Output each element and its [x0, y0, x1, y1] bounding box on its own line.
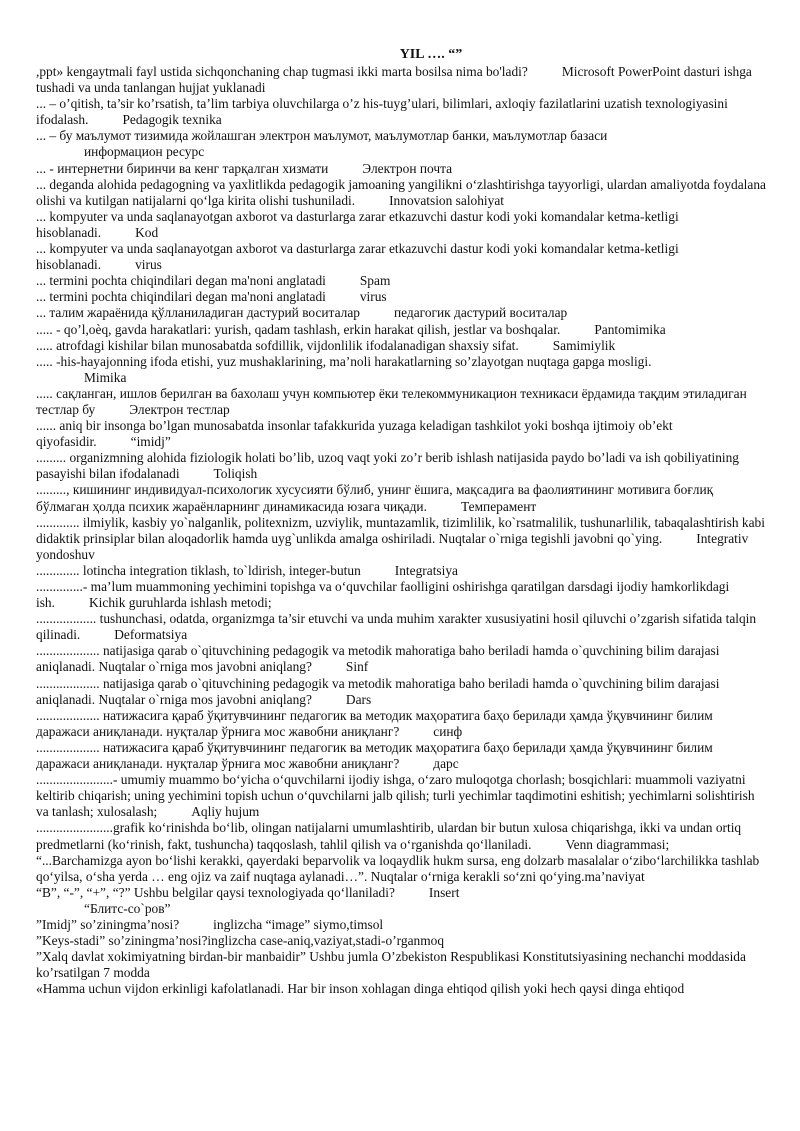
- answer-text: Toliqish: [213, 466, 258, 482]
- question-text: ... kompyuter va unda saqlanayotgan axborot va dasturlarga zarar etkazuvchi dastur kodi yoki komandalar ketma-ketligi hisoblanadi.: [36, 241, 679, 273]
- answer-text: Integrativ yondoshuv: [36, 530, 749, 562]
- question-item: [36, 64, 766, 96]
- answer-text: Pantomimika: [594, 321, 666, 337]
- answer-text: Insert: [428, 884, 460, 900]
- question-item: [36, 740, 766, 772]
- answer-text: Integratsiya: [394, 562, 458, 578]
- question-item: [36, 611, 766, 643]
- question-text: “...Barchamizga ayon bo‘lishi kerakki, qayerdaki beparvolik va loqaydlik hukm sursa, eng dolzarb masalalar o‘zibo‘larchilikka tashlab qo‘yilsa, o‘sha yerda … eng ojiz va zaif nuqtaga aylanadi…”. Nuqtalar oʻrniga kerakli soʻzni qoʻying.ma’naviyat: [36, 852, 760, 884]
- question-text: ... termini pochta chiqindilari degan ma'noni anglatadi: [36, 273, 326, 289]
- question-text: ... kompyuter va unda saqlanayotgan axborot va dasturlarga zarar etkazuvchi dastur kodi yoki komandalar ketma-ketligi hisoblanadi.: [36, 208, 679, 240]
- answer-text: Pedagogik texnika: [122, 112, 222, 128]
- question-text: ........., кишининг индивидуал-психологик хусусияти бўлиб, унинг ёшига, мақсадига ва фаолиятининг мотивига боғлиқ бўлмаган ҳолда психик жараёнларнинг динамикасида юзага чиқади.: [36, 482, 714, 514]
- question-item: [36, 853, 766, 885]
- document-page: [36, 46, 766, 997]
- question-text: ,ppt» kengaytmali fayl ustida sichqonchaning chap tugmasi ikki marta bosilsa nima bo'ladi?: [36, 64, 528, 79]
- question-item: [36, 901, 766, 917]
- answer-text: Microsoft PowerPoint dasturi ishga tushadi va unda tanlangan hujjat yuklanadi: [36, 64, 752, 96]
- question-item: [36, 981, 766, 997]
- question-list: [36, 64, 766, 997]
- question-text: ”Keys-stadi” so’ziningma’nosi?inglizcha case-aniq,vaziyat,stadi-o’rganmoq: [36, 933, 445, 949]
- answer-text: Dars: [345, 691, 372, 707]
- question-text: ... талим жараёнида қўлланиладиган дастурий воситалар: [36, 305, 360, 321]
- question-item: [36, 450, 766, 482]
- question-item: [36, 917, 766, 933]
- question-text: ................... natijasiga qarab o`qituvchining pedagogik va metodik mahoratiga baho beriladi hamda o`quvchining bilim darajasi aniqlanadi. Nuqtalar o`rniga mos javobni aniqlang?: [36, 643, 720, 675]
- question-item: [36, 515, 766, 563]
- answer-text: virus: [359, 289, 387, 305]
- question-text: ................... натижасига қараб ўқитувчининг педагогик ва методик маҳоратига баҳо берилади ҳамда ўқувчининг билим даражаси аниқланади. нуқталар ўрнига мос жавобни аниқланг?: [36, 707, 713, 739]
- question-text: ”Imidj” so’ziningma’nosi?: [36, 916, 180, 932]
- question-item: [36, 820, 766, 852]
- answer-text: Venn diagrammasi;: [565, 836, 670, 852]
- page-title: YIL …. “”: [399, 47, 463, 62]
- answer-text: Aqliy hujum: [191, 804, 260, 820]
- answer-text: Spam: [359, 273, 391, 289]
- question-item: [36, 241, 766, 273]
- answer-text: информацион ресурс: [84, 144, 205, 160]
- answer-text: Kod: [135, 224, 159, 240]
- answer-text: inglizcha “image” siymo,timsol: [213, 916, 384, 932]
- answer-text: virus: [135, 257, 162, 273]
- answer-text: Sinf: [345, 659, 369, 675]
- answer-text: Deformatsiya: [114, 627, 188, 643]
- question-text: ... - интернетни биринчи ва кенг тарқалган хизмати: [36, 160, 329, 176]
- question-text: ... – бу маълумот тизимида жойлашган электрон маълумот, маълумотлар банки, маълумотлар базаси: [36, 128, 608, 144]
- question-item: [36, 209, 766, 241]
- question-item: [36, 676, 766, 708]
- question-item: [36, 772, 766, 820]
- question-item: [36, 96, 766, 128]
- question-text: ...... aniq bir insonga bo’lgan munosabatda insonlar tafakkurida yuzaga keladigan tashkilot yoki boshqa ijtimoiy ob’ekt qiyofasidir.: [36, 418, 673, 450]
- question-item: [36, 338, 766, 354]
- question-item: [36, 933, 766, 949]
- question-item: [36, 273, 766, 289]
- question-item: [36, 305, 766, 321]
- question-text: .......................grafik ko‘rinishda bo‘lib, olingan natijalarni umumlashtirib, ulardan bir butun xulosa chiqarishga, ikki va undan ortiq predmetlarni (ko‘rinish, fakt, tushuncha) taqqoslash, tahlil qilish va o‘rganishda qo‘llaniladi.: [36, 820, 742, 852]
- question-item: [36, 354, 766, 386]
- question-text: ... termini pochta chiqindilari degan ma'noni anglatadi: [36, 289, 326, 305]
- answer-text: Kichik guruhlarda ishlash metodi;: [88, 595, 272, 611]
- question-text: “В”, “-”, “+”, “?” Ushbu belgilar qaysi texnologiyada qo‘llaniladi?: [36, 884, 395, 900]
- answer-text: “imidj”: [130, 434, 171, 450]
- question-text: ..... - qo’l,oѐq, gavda harakatlari: yurish, qadam tashlash, erkin harakat qilish, jestlar va boshqalar.: [36, 321, 561, 337]
- answer-text: Mimika: [84, 369, 127, 385]
- question-item: [36, 386, 766, 418]
- question-text: ... deganda alohida pedagogning va yaxlitlikda pedagogik jamoaning yangilikni o‘zlashtirishga tayyorligi, ulardan amaliyotda foydalana olishi va kutilgan natijalarni qo‘lga kirita olishi tushuniladi.: [36, 176, 766, 208]
- question-item: [36, 161, 766, 177]
- question-text: ... – o’qitish, ta’sir ko’rsatish, ta’lim tarbiya oluvchilarga o’z his-tuyg’ulari, bilimlari, axloqiy fazilatlarini uzatish texnologiyasini ifodalash.: [36, 96, 728, 128]
- answer-text: Электрон тестлар: [129, 401, 230, 417]
- question-text: ............. lotincha integration tiklash, to`ldirish, integer-butun: [36, 562, 361, 578]
- question-item: [36, 563, 766, 579]
- answer-text: Электрон почта: [362, 160, 453, 176]
- question-text: ..... сақланган, ишлов берилган ва бахолаш учун компьютер ёки телекоммуникацион техникаси ёрдамида тақдим этиладиган тестлар бу: [36, 385, 747, 417]
- question-item: [36, 643, 766, 675]
- question-item: [36, 322, 766, 338]
- question-text: .......................- umumiy muammo bo‘yicha o‘quvchilarni ijodiy ishga, o‘zaro muloqotga chorlash; bosqichlari: muammoli vaziyatni keltirib chiqarish; uning yechimini topish uchun o‘quvchilarni jalb qilish; turli yechimlar taqdimotini eshitish; yechimlarni solishtirish va tanlash; xulosalash;: [36, 772, 755, 820]
- question-item: [36, 708, 766, 740]
- question-item: [36, 128, 766, 160]
- question-item: [36, 885, 766, 901]
- question-text: .................. tushunchasi, odatda, organizmga ta’sir etuvchi va unda muhim xarakter xususiyatini hosil qiluvchi o’zgarish sifatida talqin qilinadi.: [36, 611, 757, 643]
- question-text: ”Xalq davlat xokimiyatning birdan-bir manbaidir” Ushbu jumla O’zbekiston Respublikasi Konstitutsiyasining nechanchi moddasida ko’rsatilgan 7 modda: [36, 949, 746, 981]
- question-text: ......... organizmning alohida fiziologik holati bo’lib, uzoq vaqt yoki zo’r berib ishlash natijasida paydo bo’ladi va ish qobiliyatining pasayishi bilan ifodalanadi: [36, 450, 740, 482]
- answer-text: Innovatsion salohiyat: [389, 192, 505, 208]
- question-text: ..............- ma’lum muammoning yechimini topishga va o‘quvchilar faolligini oshirishga qaratilgan darsdagi ijodiy hamkorlikdagi ish.: [36, 579, 730, 611]
- answer-text: Темперамент: [460, 498, 537, 514]
- question-text: ..... -his-hayajonning ifoda etishi, yuz mushaklarining, ma’noli harakatlarning so’zlayotgan nuqtaga gapga mosligi.: [36, 353, 652, 369]
- question-text: «Hamma uchun vijdon erkinligi kafolatlanadi. Har bir inson xohlagan dinga ehtiqod qilish yoki hech qaysi dinga ehtiqod: [36, 981, 685, 997]
- question-text: ..... atrofdagi kishilar bilan munosabatda sofdillik, vijdonlilik ifodalanadigan shaxsiy sifat.: [36, 337, 519, 353]
- answer-text: “Блитс-со`ров”: [84, 900, 171, 916]
- question-item: [36, 289, 766, 305]
- answer-text: педагогик дастурий воситалар: [393, 305, 568, 321]
- question-item: [36, 949, 766, 981]
- question-text: ................... натижасига қараб ўқитувчининг педагогик ва методик маҳоратига баҳо берилади ҳамда ўқувчининг билим даражаси аниқланади. нуқталар ўрнига мос жавобни аниқланг?: [36, 739, 713, 772]
- question-item: [36, 579, 766, 611]
- question-text: ................... natijasiga qarab o`qituvchining pedagogik va metodik mahoratiga baho beriladi hamda o`quvchining bilim darajasi aniqlanadi. Nuqtalar o`rniga mos javobni aniqlang?: [36, 675, 720, 707]
- question-item: [36, 482, 766, 514]
- question-text: ............. ilmiylik, kasbiy yo`nalganlik, politexnizm, uzviylik, muntazamlik, tizimlilik, ko`rsatmalilik, tushunarlilik, tabaqalashtirish kabi didaktik prinsiplar bilan aloqadorlik hamda uyg`unlikda amalga oshiriladi. Nuqtalar o`rniga tegishli javobni qo`ying.: [36, 514, 765, 546]
- answer-text: Samimiylik: [552, 337, 616, 353]
- question-item: [36, 177, 766, 209]
- answer-text: синф: [433, 723, 463, 739]
- answer-text: дарс: [433, 756, 459, 772]
- question-item: [36, 418, 766, 450]
